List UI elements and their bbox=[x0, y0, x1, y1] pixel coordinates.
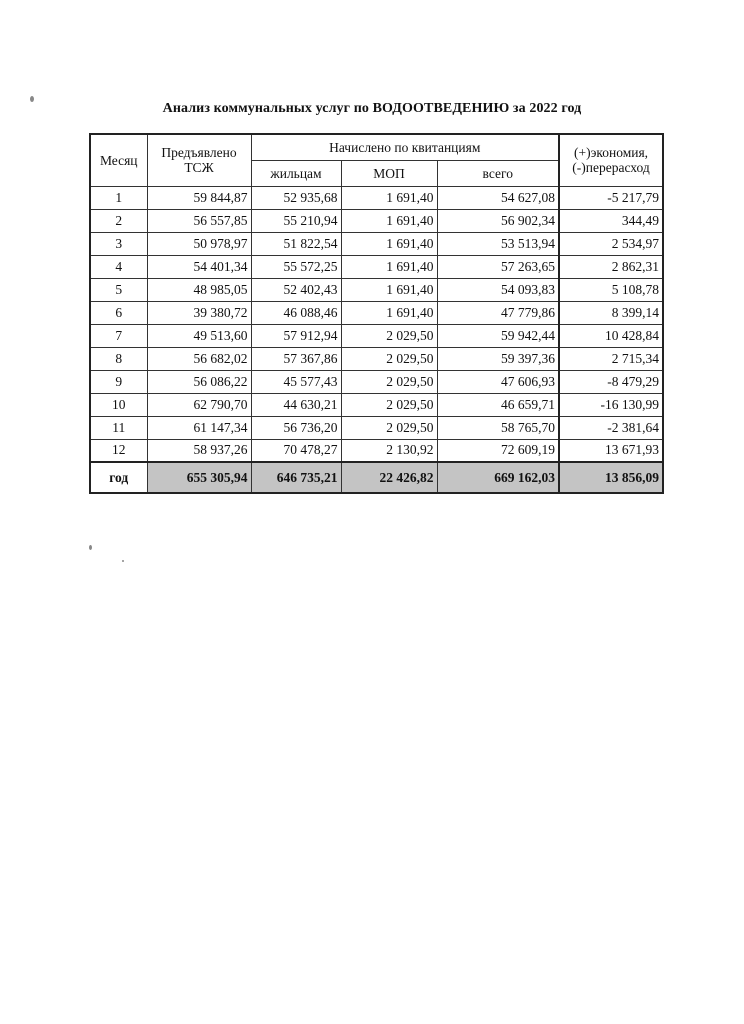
water-disposal-table bbox=[89, 133, 664, 494]
header-charged-group: Начислено по квитанциям bbox=[251, 134, 559, 160]
cell-mop: 1 691,40 bbox=[341, 232, 437, 255]
total-mop: 22 426,82 bbox=[341, 462, 437, 493]
header-billed: Предъявлено ТСЖ bbox=[147, 134, 251, 186]
cell-diff: -5 217,79 bbox=[559, 186, 663, 209]
cell-total: 56 902,34 bbox=[437, 209, 559, 232]
cell-billed: 59 844,87 bbox=[147, 186, 251, 209]
table-row bbox=[90, 324, 663, 347]
cell-diff: 10 428,84 bbox=[559, 324, 663, 347]
cell-month: 8 bbox=[90, 347, 147, 370]
cell-mop: 1 691,40 bbox=[341, 278, 437, 301]
cell-total: 58 765,70 bbox=[437, 416, 559, 439]
cell-total: 57 263,65 bbox=[437, 255, 559, 278]
total-billed: 655 305,94 bbox=[147, 462, 251, 493]
table-row bbox=[90, 186, 663, 209]
header-mop: МОП bbox=[341, 160, 437, 186]
cell-diff: 8 399,14 bbox=[559, 301, 663, 324]
cell-mop: 1 691,40 bbox=[341, 255, 437, 278]
cell-month: 7 bbox=[90, 324, 147, 347]
header-total: всего bbox=[437, 160, 559, 186]
cell-residents: 52 935,68 bbox=[251, 186, 341, 209]
cell-total: 59 942,44 bbox=[437, 324, 559, 347]
cell-residents: 44 630,21 bbox=[251, 393, 341, 416]
cell-residents: 55 572,25 bbox=[251, 255, 341, 278]
cell-diff: -16 130,99 bbox=[559, 393, 663, 416]
cell-billed: 56 086,22 bbox=[147, 370, 251, 393]
cell-residents: 45 577,43 bbox=[251, 370, 341, 393]
cell-mop: 2 029,50 bbox=[341, 416, 437, 439]
cell-billed: 50 978,97 bbox=[147, 232, 251, 255]
cell-total: 72 609,19 bbox=[437, 439, 559, 462]
cell-month: 5 bbox=[90, 278, 147, 301]
cell-total: 53 513,94 bbox=[437, 232, 559, 255]
cell-mop: 2 029,50 bbox=[341, 347, 437, 370]
cell-mop: 2 130,92 bbox=[341, 439, 437, 462]
scan-speck bbox=[122, 560, 124, 562]
header-month: Месяц bbox=[90, 134, 147, 186]
cell-diff: 2 534,97 bbox=[559, 232, 663, 255]
cell-total: 47 779,86 bbox=[437, 301, 559, 324]
cell-residents: 46 088,46 bbox=[251, 301, 341, 324]
total-row bbox=[90, 462, 663, 493]
table-row bbox=[90, 232, 663, 255]
table-body bbox=[90, 186, 663, 493]
cell-month: 4 bbox=[90, 255, 147, 278]
header-residents: жильцам bbox=[251, 160, 341, 186]
table-row bbox=[90, 393, 663, 416]
cell-billed: 58 937,26 bbox=[147, 439, 251, 462]
cell-billed: 54 401,34 bbox=[147, 255, 251, 278]
cell-residents: 55 210,94 bbox=[251, 209, 341, 232]
cell-billed: 39 380,72 bbox=[147, 301, 251, 324]
table-row bbox=[90, 278, 663, 301]
cell-billed: 61 147,34 bbox=[147, 416, 251, 439]
scan-speck bbox=[89, 545, 92, 550]
scan-speck bbox=[30, 96, 34, 102]
page-title: Анализ коммунальных услуг по ВОДООТВЕДЕНИЮ за 2022 год bbox=[162, 101, 582, 116]
cell-diff: 2 862,31 bbox=[559, 255, 663, 278]
cell-billed: 49 513,60 bbox=[147, 324, 251, 347]
cell-month: 2 bbox=[90, 209, 147, 232]
cell-diff: 2 715,34 bbox=[559, 347, 663, 370]
cell-mop: 1 691,40 bbox=[341, 209, 437, 232]
cell-total: 47 606,93 bbox=[437, 370, 559, 393]
cell-total: 46 659,71 bbox=[437, 393, 559, 416]
cell-diff: -8 479,29 bbox=[559, 370, 663, 393]
header-diff: (+)экономия, (-)перерасход bbox=[559, 134, 663, 186]
cell-total: 54 093,83 bbox=[437, 278, 559, 301]
cell-residents: 70 478,27 bbox=[251, 439, 341, 462]
total-residents: 646 735,21 bbox=[251, 462, 341, 493]
cell-month: 12 bbox=[90, 439, 147, 462]
cell-mop: 1 691,40 bbox=[341, 186, 437, 209]
cell-mop: 1 691,40 bbox=[341, 301, 437, 324]
total-label: год bbox=[90, 462, 147, 493]
cell-residents: 52 402,43 bbox=[251, 278, 341, 301]
cell-month: 6 bbox=[90, 301, 147, 324]
table-row bbox=[90, 255, 663, 278]
total-diff: 13 856,09 bbox=[559, 462, 663, 493]
header-row-top bbox=[90, 134, 663, 160]
table-row bbox=[90, 301, 663, 324]
cell-total: 54 627,08 bbox=[437, 186, 559, 209]
cell-diff: 5 108,78 bbox=[559, 278, 663, 301]
cell-month: 1 bbox=[90, 186, 147, 209]
cell-mop: 2 029,50 bbox=[341, 324, 437, 347]
cell-billed: 56 682,02 bbox=[147, 347, 251, 370]
table-row bbox=[90, 209, 663, 232]
table-row bbox=[90, 347, 663, 370]
cell-total: 59 397,36 bbox=[437, 347, 559, 370]
cell-billed: 56 557,85 bbox=[147, 209, 251, 232]
cell-diff: -2 381,64 bbox=[559, 416, 663, 439]
cell-diff: 344,49 bbox=[559, 209, 663, 232]
total-total: 669 162,03 bbox=[437, 462, 559, 493]
cell-diff: 13 671,93 bbox=[559, 439, 663, 462]
cell-residents: 51 822,54 bbox=[251, 232, 341, 255]
table-row bbox=[90, 439, 663, 462]
cell-month: 11 bbox=[90, 416, 147, 439]
table-row bbox=[90, 416, 663, 439]
cell-month: 3 bbox=[90, 232, 147, 255]
cell-month: 9 bbox=[90, 370, 147, 393]
cell-mop: 2 029,50 bbox=[341, 370, 437, 393]
cell-residents: 57 912,94 bbox=[251, 324, 341, 347]
cell-billed: 62 790,70 bbox=[147, 393, 251, 416]
table-row bbox=[90, 370, 663, 393]
cell-month: 10 bbox=[90, 393, 147, 416]
cell-residents: 56 736,20 bbox=[251, 416, 341, 439]
cell-mop: 2 029,50 bbox=[341, 393, 437, 416]
cell-billed: 48 985,05 bbox=[147, 278, 251, 301]
cell-residents: 57 367,86 bbox=[251, 347, 341, 370]
